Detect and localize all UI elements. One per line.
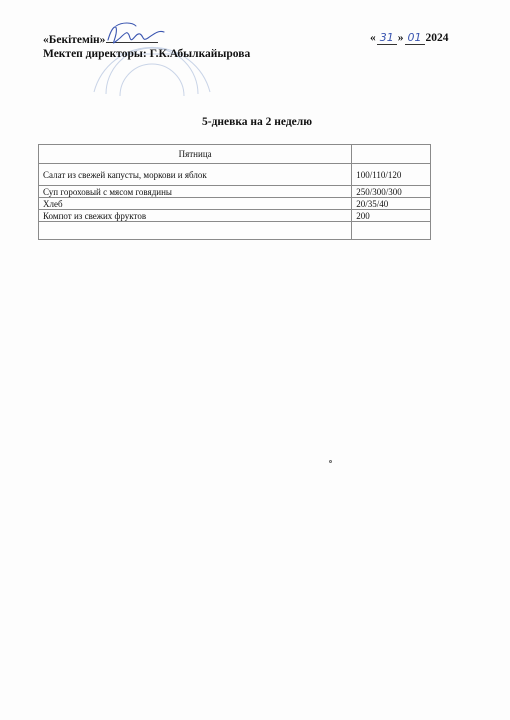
table-row (39, 198, 431, 210)
director-label: Мектеп директоры: Г.К.Абылкайырова (43, 48, 251, 60)
table-row (39, 164, 431, 186)
dish-cell: Компот из свежих фруктов (39, 210, 352, 222)
portion-cell (352, 222, 431, 240)
document-date (370, 31, 449, 45)
date-day: 31 (377, 31, 397, 45)
approved-label: «Бекітемін» (43, 34, 106, 46)
table-row (39, 210, 431, 222)
portion-cell: 250/300/300 (352, 186, 431, 198)
menu-table (38, 144, 431, 240)
date-year: 2024 (425, 32, 449, 44)
day-header-empty-cell (352, 145, 431, 164)
portion-cell: 200 (352, 210, 431, 222)
date-month: 01 (405, 31, 425, 45)
day-header: Пятница (39, 145, 352, 164)
date-close-quote: » (397, 32, 404, 44)
dish-cell: Салат из свежей капусты, моркови и яблок (39, 164, 352, 186)
menu-title: 5-дневка на 2 неделю (201, 116, 313, 128)
scan-speck (329, 460, 332, 463)
table-row-empty (39, 222, 431, 240)
table-row (39, 186, 431, 198)
date-open-quote: « (370, 32, 376, 44)
dish-cell: Хлеб (39, 198, 352, 210)
portion-cell: 100/110/120 (352, 164, 431, 186)
dish-cell: Суп гороховый с мясом говядины (39, 186, 352, 198)
portion-cell: 20/35/40 (352, 198, 431, 210)
table-header-row (39, 145, 431, 164)
handwritten-signature (102, 18, 172, 52)
dish-cell (39, 222, 352, 240)
